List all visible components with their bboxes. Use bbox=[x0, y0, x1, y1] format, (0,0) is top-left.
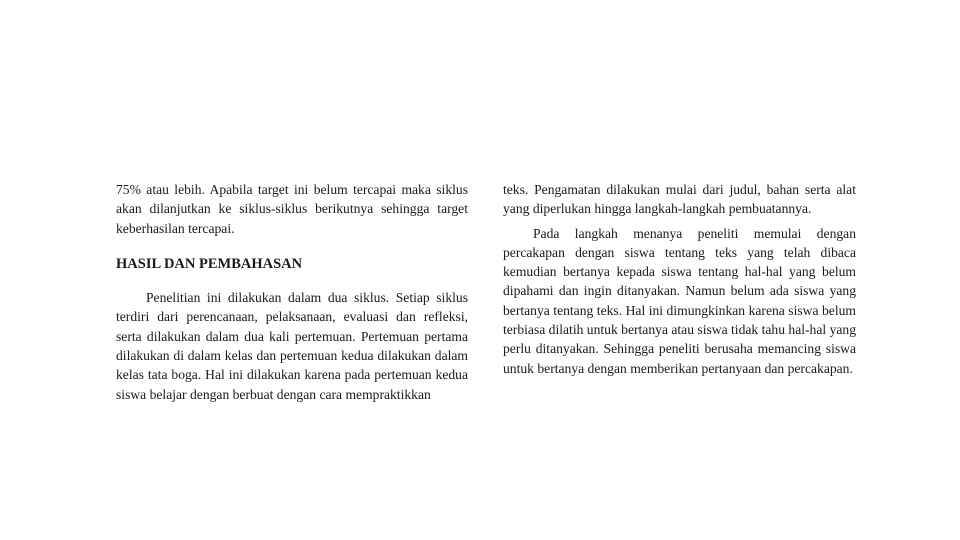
left-text-column bbox=[116, 180, 468, 452]
left-paragraph-2: Penelitian ini dilakukan dalam dua siklus. Setiap siklus terdiri dari perencanaan, pelaksanaan, evaluasi dan refleksi, serta dilakukan dalam dua kali pertemuan. Pertemuan pertama dilakukan di dalam kelas dan pertemuan kedua dilakukan dalam kelas tata boga. Hal ini dilakukan karena pada pertemuan kedua siswa belajar dengan berbuat dengan cara mempraktikkan bbox=[116, 290, 468, 402]
left-paragraph-1: 75% atau lebih. Apabila target ini belum tercapai maka siklus akan dilanjutkan ke siklus-siklus berikutnya sehingga target keberhasilan tercapai. bbox=[116, 182, 468, 236]
section-heading: HASIL DAN PEMBAHASAN bbox=[116, 255, 303, 272]
right-paragraph-1: teks. Pengamatan dilakukan mulai dari judul, bahan serta alat yang diperlukan hingga langkah-langkah pembuatannya. bbox=[503, 182, 856, 217]
right-paragraph-2: Pada langkah menanya peneliti memulai dengan percakapan dengan siswa tentang teks yang telah dibaca kemudian bertanya kepada siswa tentang hal-hal yang belum dipahami dan ingin ditanyakan. Namun belum ada siswa yang bertanya tentang teks. Hal ini dimungkinkan karena siswa belum terbiasa dilatih untuk bertanya atau siswa tidak tahu hal-hal yang perlu ditanyakan. Sehingga peneliti berusaha memancing siswa untuk bertanya dengan memberikan pertanyaan dan percakapan. bbox=[503, 225, 856, 376]
right-text-column bbox=[503, 180, 856, 452]
